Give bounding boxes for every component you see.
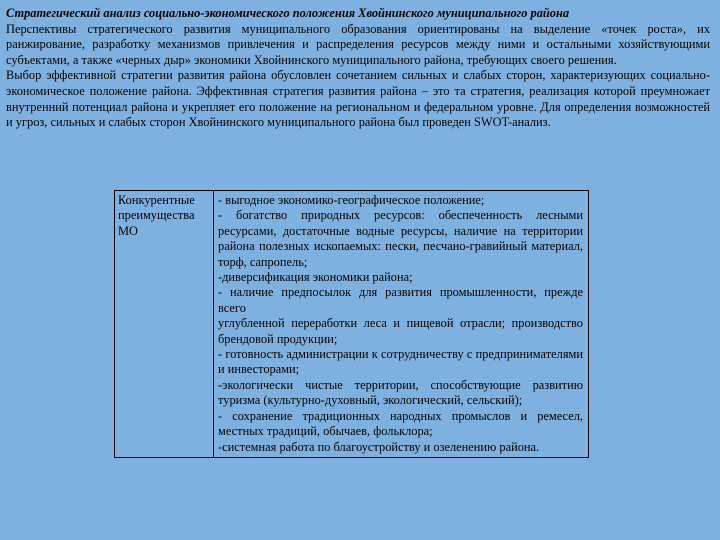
table-items-cell xyxy=(214,191,589,458)
table-label-cell xyxy=(115,191,214,458)
list-item: -экологически чистые территории, способствующие развитию туризма (культурно-духовный, экологический, сельский); xyxy=(218,377,583,408)
list-item: углубленной переработки леса и пищевой отрасли; производство брендовой продукции; xyxy=(218,316,583,346)
list-item: - сохранение традиционных народных промыслов и ремесел, местных традиций, обычаев, фольклора; xyxy=(218,408,583,439)
competitive-advantages-label: Конкурентные преимущества МО xyxy=(118,193,195,238)
document-header xyxy=(6,6,710,131)
list-item: -диверсификация экономики района; xyxy=(218,270,413,285)
document-title: Стратегический анализ социально-экономического положения Хвойнинского муниципального района xyxy=(6,6,570,20)
intro-paragraph: Перспективы стратегического развития муниципального образования ориентированы на выделение «точек роста», их ранжирование, разработку механизмов привлечения и распределения ресурсов между ними и остальными хозяйствующими субъектами, а также «черных дыр» экономики Хвойнинского муниципального района, требующих своего решения. xyxy=(6,21,710,67)
list-item: - выгодное экономико-географическое положение; xyxy=(218,193,485,207)
list-item: - богатство природных ресурсов: обеспеченность лесными ресурсами, достаточные водные ресурсы, наличие на территории района полезных ископаемых: пески, песчано-гравийный материал, торф, сапропель; xyxy=(218,208,583,269)
list-item: -системная работа по благоустройству и озеленению района. xyxy=(218,439,540,454)
swot-table xyxy=(114,190,589,458)
list-item: - готовность администрации к сотрудничеству с предпринимателями и инвесторами; xyxy=(218,347,583,377)
table-row xyxy=(115,191,589,458)
strategy-paragraph: Выбор эффективной стратегии развития района обусловлен сочетанием сильных и слабых сторон, характеризующих социально-экономическое положение района. Эффективная стратегия развития района – это та стратегия, реализация которой преумножает внутренний потенциал района и укрепляет его положение на региональном и федеральном уровне. Для определения возможностей и угроз, сильных и слабых сторон Хвойнинского муниципального района был проведен SWOT-анализ. xyxy=(6,68,710,130)
list-item: - наличие предпосылок для развития промышленности, прежде всего xyxy=(218,285,583,315)
